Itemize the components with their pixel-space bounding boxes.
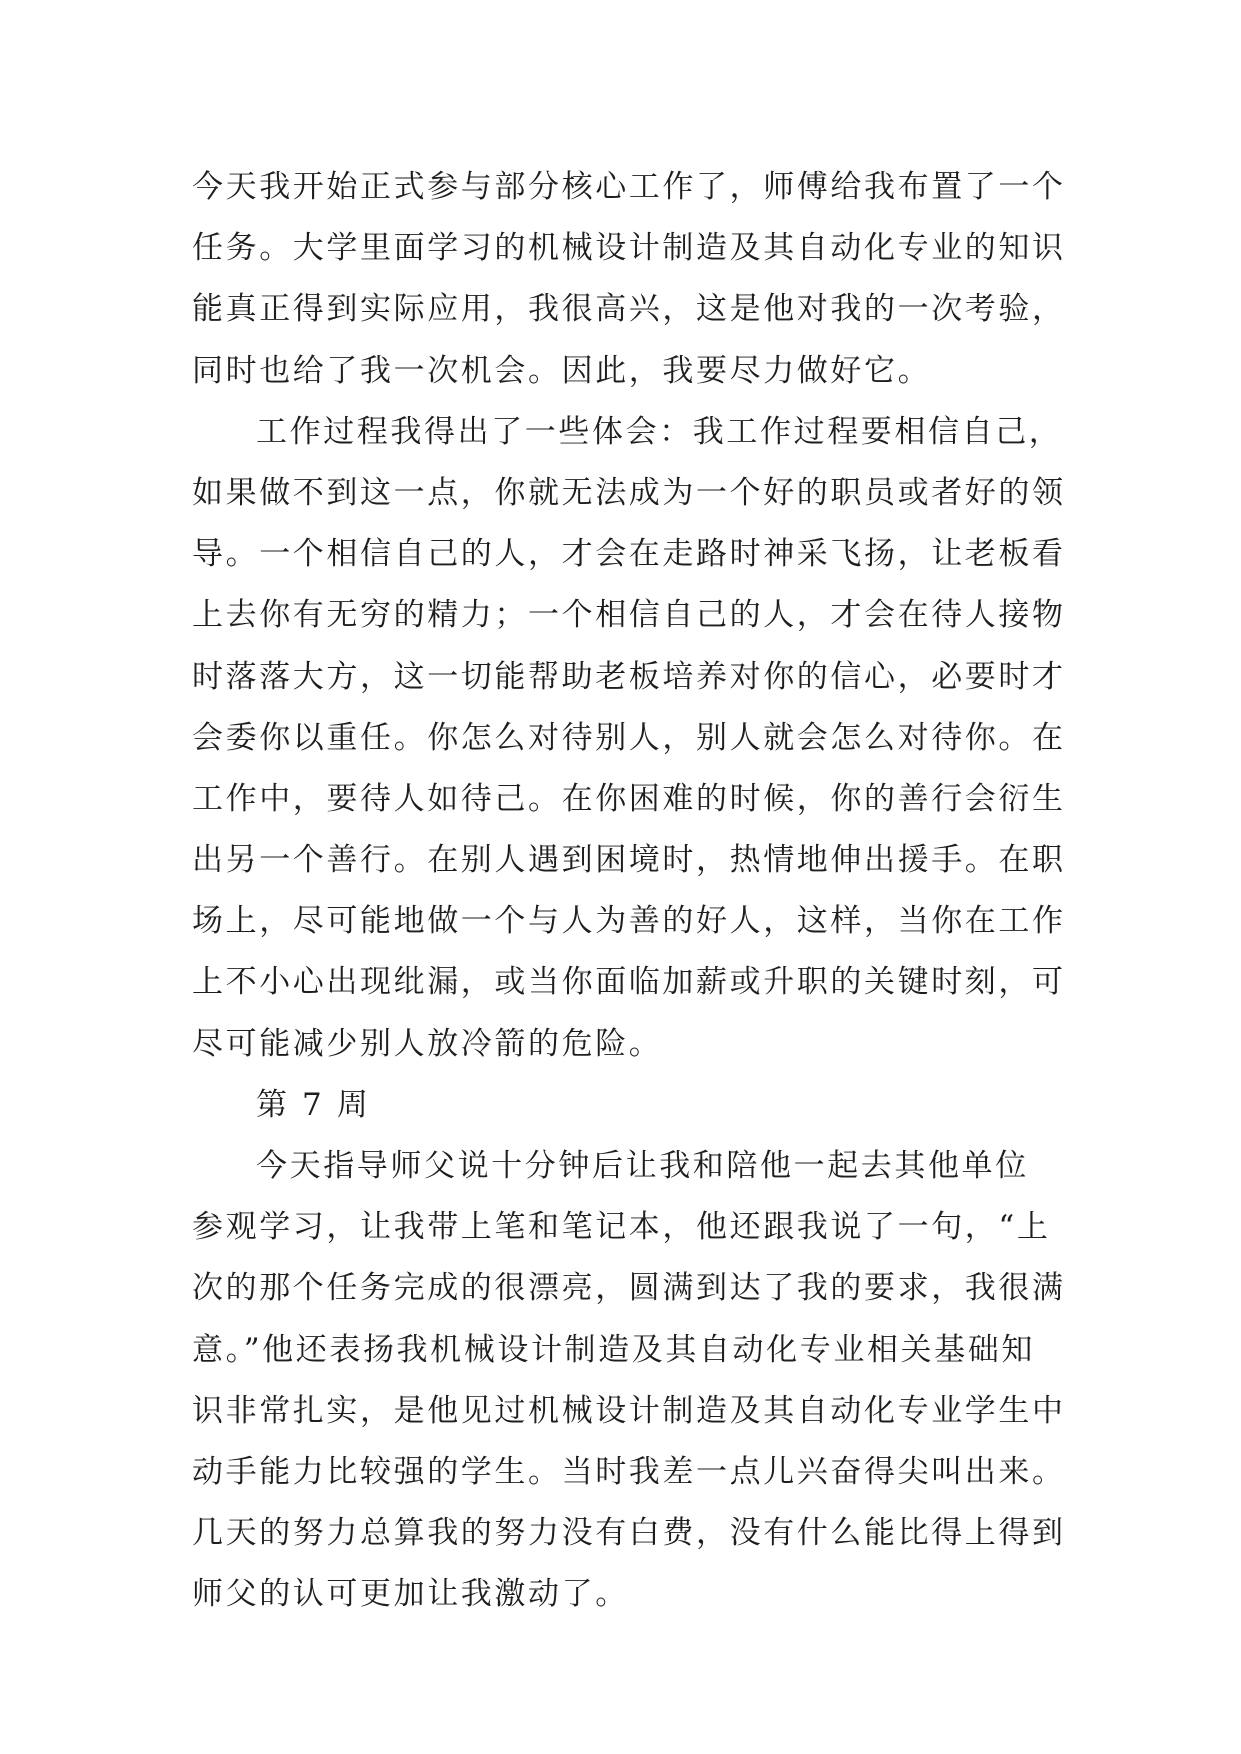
text-line: 能真正得到实际应用，我很高兴，这是他对我的一次考验， [192,291,1066,328]
text-line: 意。”他还表扬我机械设计制造及其自动化专业相关基础知 [192,1331,1035,1368]
text-line: 上去你有无穷的精力；一个相信自己的人，才会在待人接物 [192,597,1066,634]
text-line: 任务。大学里面学习的机械设计制造及其自动化专业的知识 [192,230,1066,267]
text-line: 工作中，要待人如待己。在你困难的时候，你的善行会衍生 [192,780,1066,817]
document-body [192,157,1066,1626]
text-line: 出另一个善行。在别人遇到困境时，热情地伸出援手。在职 [192,842,1066,879]
text-line: 参观学习，让我带上笔和笔记本，他还跟我说了一句，“上 [192,1209,1051,1246]
text-line: 次的那个任务完成的很漂亮，圆满到达了我的要求，我很满 [192,1270,1066,1307]
paragraph-first-line: 今天指导师父说十分钟后让我和陪他一起去其他单位 [256,1148,1029,1184]
text-line: 时落落大方，这一切能帮助老板培养对你的信心，必要时才 [192,658,1066,695]
text-line: 动手能力比较强的学生。当时我差一点儿兴奋得尖叫出来。 [192,1453,1066,1490]
text-line: 同时也给了我一次机会。因此，我要尽力做好它。 [192,352,932,389]
text-line: 师父的认可更加让我激动了。 [192,1576,629,1613]
text-line: 导。一个相信自己的人，才会在走路时神采飞扬，让老板看 [192,536,1066,573]
text-line: 几天的努力总算我的努力没有白费，没有什么能比得上得到 [192,1515,1066,1552]
text-line: 尽可能减少别人放冷箭的危险。 [192,1025,663,1062]
text-line: 识非常扎实，是他见过机械设计制造及其自动化专业学生中 [192,1392,1066,1429]
text-line: 如果做不到这一点，你就无法成为一个好的职员或者好的领 [192,474,1066,511]
week-heading: 第 7 周 [256,1086,371,1123]
text-line: 上不小心出现纰漏，或当你面临加薪或升职的关键时刻，可 [192,964,1066,1001]
text-line: 今天我开始正式参与部分核心工作了，师傅给我布置了一个 [192,169,1066,205]
paragraph-first-line: 工作过程我得出了一些体会：我工作过程要相信自己， [256,413,1063,450]
text-line: 场上，尽可能地做一个与人为善的好人，这样，当你在工作 [192,903,1066,940]
text-line: 会委你以重任。你怎么对待别人，别人就会怎么对待你。在 [192,719,1066,756]
